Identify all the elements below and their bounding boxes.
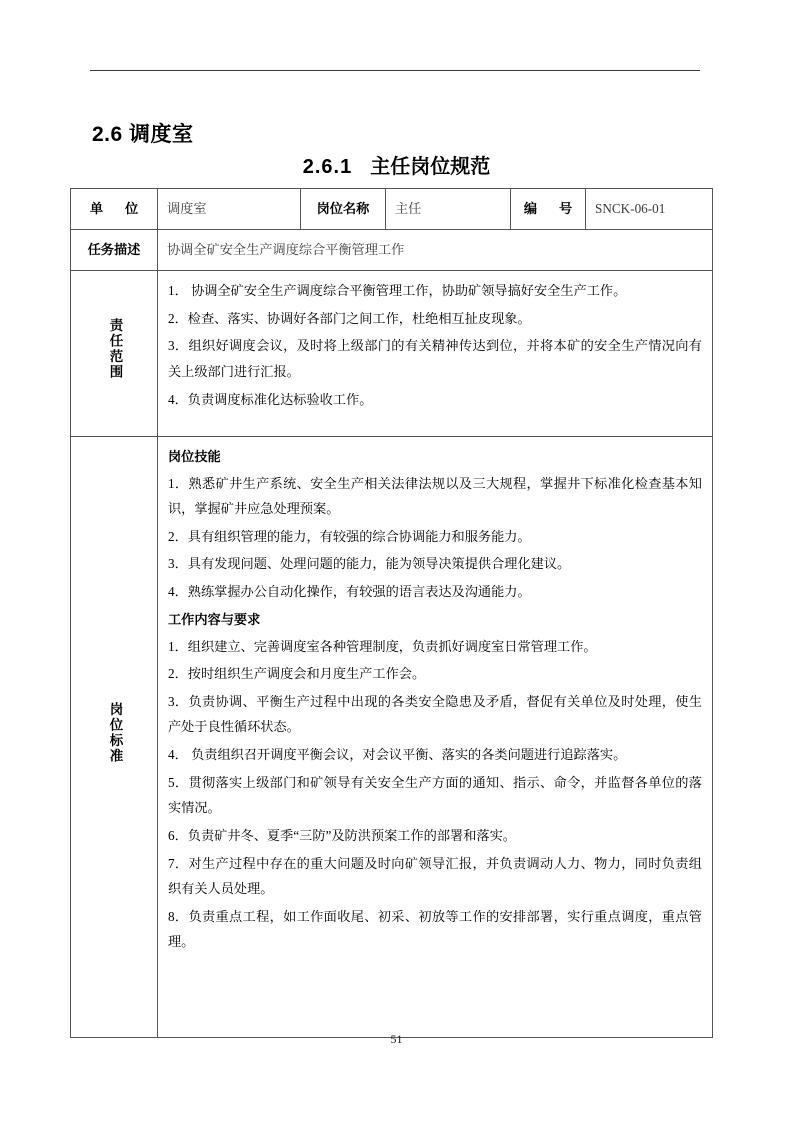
skills-title: 岗位技能 [168,449,221,464]
table-row-responsibility [71,271,713,437]
job-specification-table [70,188,713,1038]
responsibility-item: 1． 协调全矿安全生产调度综合平衡管理工作，协助矿领导搞好安全生产工作。 [168,283,627,298]
work-item: 3．负责协调、平衡生产过程中出现的各类安全隐患及矛盾，督促有关单位及时处理，使生产处于良性循环状态。 [168,693,702,735]
code-value-cell: SNCK-06-01 [586,189,713,230]
task-label-cell: 任务描述 [71,230,158,271]
work-item: 4． 负责组织召开调度平衡会议，对会议平衡、落实的各类问题进行追踪落实。 [168,747,627,763]
chapter-heading: 2.6 调度室 [92,123,194,146]
code-label-char-2: 号 [559,200,573,216]
position-label-cell: 岗位名称 [301,189,386,230]
standard-content-cell [158,437,713,1038]
standard-label-cell [71,437,158,1038]
skills-item: 4．熟练掌握办公自动化操作，有较强的语言表达及沟通能力。 [168,584,531,600]
code-label-cell [511,189,586,230]
work-item: 5．贯彻落实上级部门和矿领导有关安全生产方面的通知、指示、命令，并监督各单位的落实情况。 [168,774,702,816]
work-title: 工作内容与要求 [168,611,261,627]
unit-label-cell [71,189,158,230]
work-item: 6．负责矿井冬、夏季“三防”及防洪预案工作的部署和落实。 [168,827,516,843]
standard-label-text: 岗位标准 [107,701,123,764]
section-heading [0,150,793,179]
unit-label-char-2: 位 [125,200,139,216]
work-item: 8．负责重点工程，如工作面收尾、初采、初放等工作的安排部署，实行重点调度，重点管理。 [168,908,702,949]
table-row-header [71,189,713,230]
skills-item: 3．具有发现问题、处理问题的能力，能为领导决策提供合理化建议。 [168,556,571,572]
unit-value-cell: 调度室 [158,189,301,230]
responsibility-item: 2．检查、落实、协调好各部门之间工作，杜绝相互扯皮现象。 [168,310,531,326]
responsibility-content-cell [158,271,713,437]
header-rule [90,70,700,71]
section-number: 2.6.1 [302,156,353,178]
responsibility-label-cell [71,271,158,437]
skills-item: 2．具有组织管理的能力，有较强的综合协调能力和服务能力。 [168,528,531,544]
responsibility-label-text: 责任范围 [107,318,123,381]
section-title: 主任岗位规范 [370,156,491,178]
work-item: 2．按时组织生产调度会和月度生产工作会。 [168,666,426,682]
code-label-char-1: 编 [523,200,537,216]
responsibility-item: 3．组织好调度会议，及时将上级部门的有关精神传达到位，并将本矿的安全生产情况向有关上级部门进行汇报。 [168,338,702,379]
work-item: 1．组织建立、完善调度室各种管理制度，负责抓好调度室日常管理工作。 [168,638,597,654]
table-row-task-description [71,230,713,271]
work-item: 7．对生产过程中存在的重大问题及时向矿领导汇报，并负责调动人力、物力，同时负责组织有关人员处理。 [168,855,702,896]
skills-item: 1．熟悉矿井生产系统、安全生产相关法律法规以及三大规程，掌握井下标准化检查基本知识，掌握矿井应急处理预案。 [168,475,702,516]
task-value-cell: 协调全矿安全生产调度综合平衡管理工作 [158,230,713,271]
responsibility-item: 4．负责调度标准化达标验收工作。 [168,391,373,407]
unit-label-char-1: 单 [89,200,103,216]
page-number: 51 [390,1032,403,1046]
position-value-cell: 主任 [386,189,511,230]
table-row-standard [71,437,713,1038]
